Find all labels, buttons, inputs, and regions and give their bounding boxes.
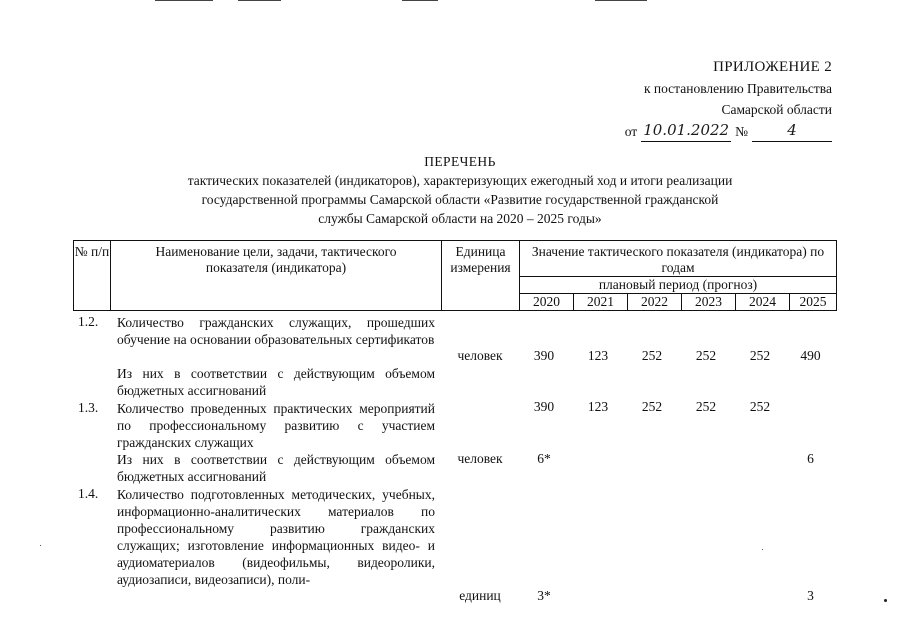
scan-speck bbox=[40, 545, 41, 546]
row-value-2020: 390 bbox=[533, 399, 555, 414]
year-2023: 2023 bbox=[682, 294, 736, 311]
appendix-date-row bbox=[625, 120, 832, 142]
heading-title: ПЕРЕЧЕНЬ bbox=[424, 154, 496, 169]
row-value-2020: 6* bbox=[537, 451, 551, 466]
row-value-2025: 3 bbox=[807, 588, 814, 603]
row-value-2024: 252 bbox=[749, 348, 771, 363]
indicator-table-header bbox=[73, 240, 837, 311]
row-value-2020: 3* bbox=[537, 588, 551, 603]
row-name: Количество гражданских служащих, прошедших обучение на основании образовательных сертификатов bbox=[117, 315, 435, 347]
indicator-rows bbox=[73, 314, 833, 603]
number-label: № bbox=[735, 124, 748, 139]
appendix-title: ПРИЛОЖЕНИЕ 2 bbox=[713, 59, 832, 75]
scan-edge-line bbox=[238, 0, 281, 1]
year-2020: 2020 bbox=[520, 294, 574, 311]
row-number: 1.4. bbox=[78, 486, 99, 501]
year-2022: 2022 bbox=[628, 294, 682, 311]
from-label: от bbox=[624, 124, 638, 139]
row-name: Количество проведенных практических мероприятий по профессиональному развитию с участием гражданских служащих bbox=[117, 401, 435, 450]
row-value-2024: 252 bbox=[749, 399, 771, 414]
heading-line2: государственной программы Самарской области «Развитие государственной гражданской bbox=[201, 192, 719, 207]
document-heading bbox=[150, 152, 770, 228]
heading-line3: службы Самарской области на 2020 – 2025 годы» bbox=[318, 211, 602, 226]
year-2021: 2021 bbox=[574, 294, 628, 311]
handwritten-date: 10.01.2022 bbox=[641, 120, 731, 142]
table-row bbox=[73, 486, 833, 603]
row-value-2025: 6 bbox=[807, 451, 814, 466]
scan-speck bbox=[762, 549, 763, 550]
header-num: № п/п bbox=[74, 241, 111, 311]
header-unit: Единица измерения bbox=[442, 241, 520, 311]
row-name: Количество подготовленных методических, учебных, информационно-аналитических материалов по профессиональному развитию гражданских служащих; изготовление информационных видео- и аудиоматериалов (видеофильмы, видеоролики, аудиозаписи, видеозаписи), поли- bbox=[117, 487, 435, 587]
row-value-2021: 123 bbox=[587, 399, 609, 414]
handwritten-number: 4 bbox=[752, 120, 832, 142]
header-planned: плановый период (прогноз) bbox=[520, 277, 837, 294]
row-value-2022: 252 bbox=[641, 399, 663, 414]
row-value-2023: 252 bbox=[695, 348, 717, 363]
year-2024: 2024 bbox=[736, 294, 790, 311]
row-unit: человек bbox=[457, 451, 503, 466]
table-row bbox=[73, 400, 833, 466]
row-unit: единиц bbox=[459, 588, 501, 603]
header-name: Наименование цели, задачи, тактического показателя (индикатора) bbox=[111, 241, 442, 311]
year-2025: 2025 bbox=[790, 294, 837, 311]
table-row bbox=[73, 314, 833, 365]
scan-edge-line bbox=[155, 0, 213, 1]
row-value-2020: 390 bbox=[533, 348, 555, 363]
appendix-line2: Самарской области bbox=[721, 102, 832, 117]
row-value-2021: 123 bbox=[587, 348, 609, 363]
row-value-2022: 252 bbox=[641, 348, 663, 363]
appendix-line1: к постановлению Правительства bbox=[643, 81, 832, 96]
row-name: Из них в соответствии с действующим объемом бюджетных ассигнований bbox=[117, 366, 435, 398]
scan-edge-line bbox=[595, 0, 647, 1]
appendix-block bbox=[625, 57, 832, 142]
header-value: Значение тактического показателя (индикатора) по годам bbox=[520, 241, 837, 277]
row-name: Из них в соответствии с действующим объемом бюджетных ассигнований bbox=[117, 452, 435, 484]
heading-line1: тактических показателей (индикаторов), характеризующих ежегодный ход и итоги реализации bbox=[187, 173, 733, 188]
table-row bbox=[73, 451, 833, 486]
scan-speck bbox=[884, 599, 887, 602]
row-value-2023: 252 bbox=[695, 399, 717, 414]
row-unit: человек bbox=[457, 348, 503, 363]
row-number: 1.3. bbox=[78, 400, 99, 415]
scan-edge-line bbox=[402, 0, 438, 1]
row-number: 1.2. bbox=[78, 314, 99, 329]
row-value-2025: 490 bbox=[800, 348, 821, 363]
